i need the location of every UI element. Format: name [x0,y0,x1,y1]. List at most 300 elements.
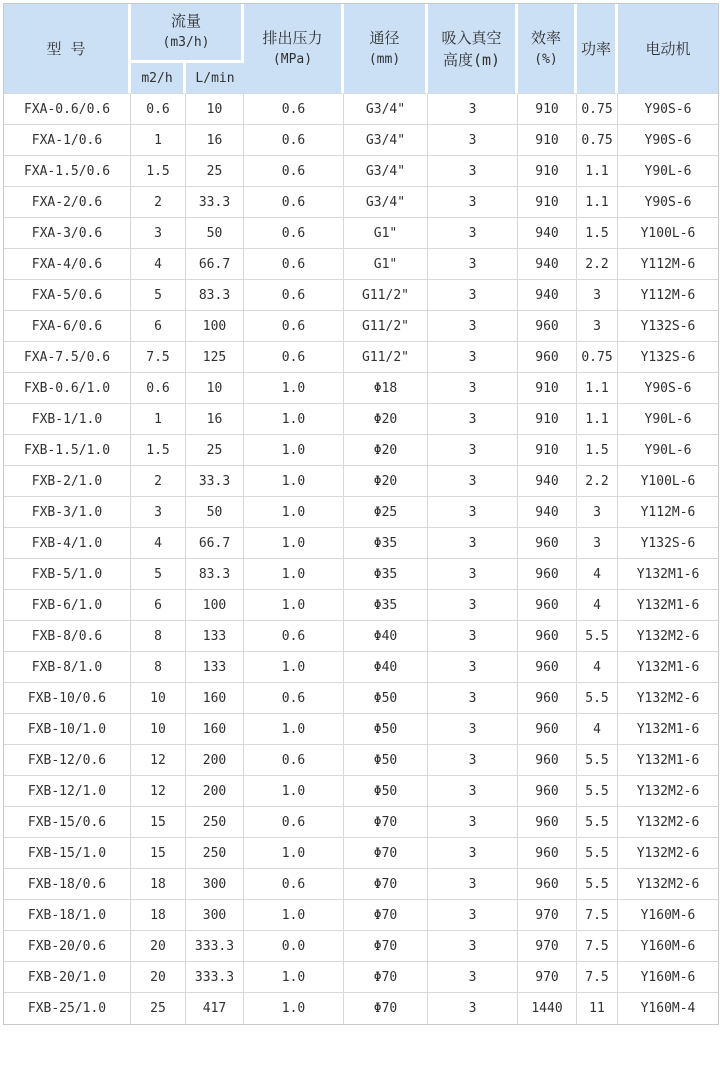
cell-power: 7.5 [577,931,618,962]
cell-power: 3 [577,280,618,311]
cell-flow-lmin: 66.7 [186,528,244,559]
cell-pressure: 0.0 [244,931,344,962]
cell-pressure: 1.0 [244,652,344,683]
cell-power: 4 [577,652,618,683]
cell-flow-lmin: 200 [186,776,244,807]
cell-model: FXB-10/0.6 [4,683,131,714]
cell-flow-lmin: 333.3 [186,931,244,962]
cell-suction: 3 [428,218,518,249]
pump-spec-table [3,3,719,1025]
table-row [4,94,718,125]
cell-flow-lmin: 250 [186,807,244,838]
cell-motor: Y132S-6 [618,311,718,342]
cell-diameter: Φ70 [344,931,428,962]
cell-flow-lmin: 417 [186,993,244,1024]
cell-motor: Y112M-6 [618,280,718,311]
header-model [4,4,131,94]
cell-power: 7.5 [577,962,618,993]
cell-flow-lmin: 100 [186,311,244,342]
cell-suction: 3 [428,745,518,776]
cell-efficiency: 960 [518,714,577,745]
cell-suction: 3 [428,311,518,342]
cell-suction: 3 [428,776,518,807]
cell-diameter: Φ70 [344,869,428,900]
cell-flow-m2h: 18 [131,869,186,900]
cell-pressure: 1.0 [244,404,344,435]
cell-flow-lmin: 100 [186,590,244,621]
header-pressure [244,4,344,94]
cell-pressure: 1.0 [244,466,344,497]
cell-efficiency: 960 [518,745,577,776]
cell-power: 5.5 [577,807,618,838]
cell-power: 2.2 [577,466,618,497]
cell-power: 0.75 [577,94,618,125]
header-diameter-line1: 通径 [369,28,400,47]
cell-flow-m2h: 2 [131,466,186,497]
cell-flow-m2h: 15 [131,807,186,838]
header-motor-label: 电动机 [645,39,691,58]
cell-model: FXA-7.5/0.6 [4,342,131,373]
table-row [4,528,718,559]
cell-flow-m2h: 20 [131,931,186,962]
header-model-label: 型 号 [46,39,86,58]
cell-flow-lmin: 10 [186,373,244,404]
cell-pressure: 1.0 [244,776,344,807]
cell-motor: Y132S-6 [618,528,718,559]
cell-power: 4 [577,714,618,745]
table-row [4,497,718,528]
cell-model: FXB-15/1.0 [4,838,131,869]
cell-power: 11 [577,993,618,1024]
cell-pressure: 0.6 [244,187,344,218]
cell-model: FXA-3/0.6 [4,218,131,249]
cell-model: FXA-5/0.6 [4,280,131,311]
cell-efficiency: 960 [518,869,577,900]
cell-model: FXB-2/1.0 [4,466,131,497]
cell-model: FXB-20/0.6 [4,931,131,962]
cell-pressure: 0.6 [244,869,344,900]
header-flow-line2: (m3/h) [162,35,210,50]
table-row [4,807,718,838]
header-power [577,4,618,94]
cell-diameter: Φ50 [344,683,428,714]
table-row [4,125,718,156]
cell-pressure: 0.6 [244,745,344,776]
cell-pressure: 0.6 [244,807,344,838]
cell-diameter: Φ70 [344,993,428,1024]
cell-flow-lmin: 16 [186,404,244,435]
cell-model: FXB-8/1.0 [4,652,131,683]
cell-power: 5.5 [577,869,618,900]
cell-suction: 3 [428,156,518,187]
cell-efficiency: 960 [518,590,577,621]
cell-efficiency: 960 [518,621,577,652]
cell-flow-m2h: 4 [131,249,186,280]
cell-model: FXB-0.6/1.0 [4,373,131,404]
cell-model: FXB-15/0.6 [4,807,131,838]
cell-flow-m2h: 5 [131,559,186,590]
cell-efficiency: 910 [518,404,577,435]
cell-power: 3 [577,528,618,559]
cell-power: 5.5 [577,621,618,652]
table-row [4,993,718,1024]
cell-flow-m2h: 0.6 [131,373,186,404]
cell-pressure: 0.6 [244,311,344,342]
cell-flow-lmin: 10 [186,94,244,125]
table-row [4,187,718,218]
cell-diameter: Φ70 [344,962,428,993]
cell-diameter: Φ20 [344,435,428,466]
cell-efficiency: 960 [518,807,577,838]
cell-model: FXA-1.5/0.6 [4,156,131,187]
cell-suction: 3 [428,931,518,962]
cell-model: FXB-6/1.0 [4,590,131,621]
table-row [4,652,718,683]
cell-diameter: Φ35 [344,590,428,621]
cell-efficiency: 960 [518,776,577,807]
cell-motor: Y132M2-6 [618,838,718,869]
cell-suction: 3 [428,838,518,869]
cell-flow-lmin: 33.3 [186,187,244,218]
cell-flow-m2h: 2 [131,187,186,218]
cell-flow-m2h: 10 [131,683,186,714]
header-suction-line1: 吸入真空 [441,28,502,47]
cell-motor: Y132M2-6 [618,683,718,714]
cell-power: 4 [577,590,618,621]
table-row [4,683,718,714]
cell-pressure: 0.6 [244,125,344,156]
cell-motor: Y90L-6 [618,156,718,187]
cell-motor: Y90S-6 [618,125,718,156]
cell-flow-lmin: 16 [186,125,244,156]
header-flow [131,4,244,63]
header-flow-line1: 流量 [170,12,201,30]
cell-flow-lmin: 66.7 [186,249,244,280]
cell-efficiency: 960 [518,838,577,869]
table-header [4,4,718,94]
cell-diameter: Φ20 [344,404,428,435]
cell-motor: Y90S-6 [618,94,718,125]
cell-flow-m2h: 6 [131,311,186,342]
cell-model: FXA-6/0.6 [4,311,131,342]
cell-pressure: 1.0 [244,714,344,745]
cell-model: FXA-1/0.6 [4,125,131,156]
cell-power: 1.5 [577,218,618,249]
cell-pressure: 1.0 [244,559,344,590]
cell-power: 7.5 [577,900,618,931]
cell-diameter: G1" [344,218,428,249]
cell-suction: 3 [428,342,518,373]
cell-efficiency: 940 [518,249,577,280]
cell-pressure: 1.0 [244,528,344,559]
cell-diameter: Φ40 [344,652,428,683]
cell-efficiency: 910 [518,373,577,404]
cell-flow-lmin: 200 [186,745,244,776]
table-row [4,466,718,497]
cell-flow-lmin: 50 [186,218,244,249]
table-row [4,404,718,435]
cell-diameter: G1" [344,249,428,280]
cell-motor: Y132M1-6 [618,714,718,745]
cell-flow-m2h: 5 [131,280,186,311]
cell-flow-lmin: 83.3 [186,559,244,590]
cell-model: FXA-2/0.6 [4,187,131,218]
cell-pressure: 0.6 [244,249,344,280]
header-diameter-line2: (mm) [368,51,401,67]
cell-model: FXB-1.5/1.0 [4,435,131,466]
table-row [4,373,718,404]
cell-flow-m2h: 20 [131,962,186,993]
cell-motor: Y90L-6 [618,435,718,466]
cell-pressure: 0.6 [244,94,344,125]
cell-power: 4 [577,559,618,590]
cell-flow-m2h: 4 [131,528,186,559]
cell-motor: Y132M2-6 [618,869,718,900]
cell-efficiency: 1440 [518,993,577,1024]
cell-efficiency: 970 [518,931,577,962]
table-row [4,342,718,373]
table-row [4,900,718,931]
table-row [4,559,718,590]
header-pressure-line1: 排出压力 [262,28,323,47]
cell-suction: 3 [428,280,518,311]
cell-motor: Y160M-6 [618,962,718,993]
cell-flow-lmin: 33.3 [186,466,244,497]
cell-diameter: Φ35 [344,528,428,559]
cell-diameter: G3/4" [344,125,428,156]
cell-power: 2.2 [577,249,618,280]
cell-pressure: 1.0 [244,993,344,1024]
header-efficiency-line2: (%) [534,51,558,67]
cell-flow-m2h: 18 [131,900,186,931]
cell-power: 0.75 [577,342,618,373]
cell-motor: Y132M2-6 [618,776,718,807]
table-row [4,311,718,342]
cell-diameter: G3/4" [344,156,428,187]
cell-diameter: Φ50 [344,776,428,807]
header-pressure-line2: (MPa) [272,51,313,67]
table-row [4,435,718,466]
cell-diameter: G11/2" [344,342,428,373]
cell-efficiency: 940 [518,497,577,528]
cell-suction: 3 [428,900,518,931]
cell-diameter: Φ50 [344,714,428,745]
table-row [4,156,718,187]
cell-diameter: Φ50 [344,745,428,776]
cell-motor: Y132M1-6 [618,745,718,776]
cell-motor: Y160M-4 [618,993,718,1024]
table-row [4,745,718,776]
cell-flow-m2h: 8 [131,621,186,652]
cell-flow-m2h: 1.5 [131,435,186,466]
cell-flow-m2h: 12 [131,745,186,776]
cell-model: FXB-10/1.0 [4,714,131,745]
cell-diameter: Φ18 [344,373,428,404]
cell-diameter: G11/2" [344,280,428,311]
cell-efficiency: 910 [518,125,577,156]
cell-diameter: G11/2" [344,311,428,342]
cell-pressure: 0.6 [244,218,344,249]
cell-power: 1.5 [577,435,618,466]
cell-motor: Y132M2-6 [618,807,718,838]
header-power-label: 功率 [580,39,611,58]
cell-motor: Y112M-6 [618,497,718,528]
cell-model: FXB-12/0.6 [4,745,131,776]
cell-motor: Y132M1-6 [618,652,718,683]
table-row [4,590,718,621]
cell-power: 1.1 [577,156,618,187]
cell-suction: 3 [428,559,518,590]
cell-efficiency: 960 [518,528,577,559]
cell-suction: 3 [428,249,518,280]
cell-pressure: 1.0 [244,497,344,528]
cell-model: FXB-4/1.0 [4,528,131,559]
cell-flow-m2h: 3 [131,497,186,528]
cell-model: FXB-18/1.0 [4,900,131,931]
cell-flow-m2h: 1.5 [131,156,186,187]
cell-pressure: 1.0 [244,435,344,466]
cell-power: 5.5 [577,683,618,714]
cell-diameter: Φ70 [344,838,428,869]
cell-efficiency: 960 [518,683,577,714]
cell-power: 5.5 [577,745,618,776]
cell-model: FXA-4/0.6 [4,249,131,280]
cell-diameter: G3/4" [344,94,428,125]
cell-flow-m2h: 15 [131,838,186,869]
cell-pressure: 0.6 [244,683,344,714]
cell-suction: 3 [428,435,518,466]
cell-suction: 3 [428,652,518,683]
cell-motor: Y112M-6 [618,249,718,280]
cell-power: 5.5 [577,838,618,869]
table-row [4,249,718,280]
cell-flow-m2h: 1 [131,125,186,156]
cell-flow-m2h: 8 [131,652,186,683]
cell-model: FXB-20/1.0 [4,962,131,993]
cell-flow-m2h: 0.6 [131,94,186,125]
cell-suction: 3 [428,993,518,1024]
table-row [4,962,718,993]
header-flow-sub-m2h: m2/h [131,63,186,94]
cell-pressure: 1.0 [244,900,344,931]
cell-flow-lmin: 25 [186,435,244,466]
cell-efficiency: 960 [518,652,577,683]
cell-power: 0.75 [577,125,618,156]
cell-flow-lmin: 133 [186,621,244,652]
cell-efficiency: 970 [518,962,577,993]
cell-power: 3 [577,497,618,528]
cell-flow-m2h: 12 [131,776,186,807]
cell-diameter: Φ25 [344,497,428,528]
cell-suction: 3 [428,373,518,404]
table-row [4,838,718,869]
cell-flow-lmin: 125 [186,342,244,373]
cell-diameter: Φ40 [344,621,428,652]
cell-pressure: 1.0 [244,962,344,993]
header-efficiency [518,4,577,94]
header-motor [618,4,718,94]
cell-flow-lmin: 160 [186,714,244,745]
cell-pressure: 0.6 [244,342,344,373]
cell-suction: 3 [428,497,518,528]
header-diameter [344,4,428,94]
cell-diameter: Φ70 [344,900,428,931]
table-row [4,621,718,652]
cell-suction: 3 [428,621,518,652]
cell-model: FXB-18/0.6 [4,869,131,900]
cell-power: 1.1 [577,404,618,435]
table-row [4,218,718,249]
cell-motor: Y160M-6 [618,900,718,931]
cell-flow-m2h: 7.5 [131,342,186,373]
cell-flow-lmin: 133 [186,652,244,683]
cell-suction: 3 [428,187,518,218]
header-suction [428,4,518,94]
cell-power: 1.1 [577,373,618,404]
cell-efficiency: 960 [518,342,577,373]
cell-suction: 3 [428,404,518,435]
header-flow-sub-lmin: L/min [186,63,244,94]
cell-flow-m2h: 1 [131,404,186,435]
cell-model: FXB-5/1.0 [4,559,131,590]
cell-pressure: 1.0 [244,838,344,869]
cell-pressure: 1.0 [244,590,344,621]
cell-suction: 3 [428,869,518,900]
cell-flow-m2h: 6 [131,590,186,621]
table-row [4,931,718,962]
cell-suction: 3 [428,466,518,497]
cell-model: FXB-12/1.0 [4,776,131,807]
cell-suction: 3 [428,94,518,125]
cell-efficiency: 970 [518,900,577,931]
cell-efficiency: 960 [518,311,577,342]
cell-flow-lmin: 250 [186,838,244,869]
cell-suction: 3 [428,590,518,621]
cell-model: FXB-1/1.0 [4,404,131,435]
cell-efficiency: 940 [518,218,577,249]
cell-model: FXB-25/1.0 [4,993,131,1024]
cell-flow-lmin: 50 [186,497,244,528]
cell-motor: Y90L-6 [618,404,718,435]
cell-flow-lmin: 25 [186,156,244,187]
cell-model: FXA-0.6/0.6 [4,94,131,125]
cell-pressure: 1.0 [244,373,344,404]
cell-pressure: 0.6 [244,156,344,187]
cell-suction: 3 [428,528,518,559]
cell-model: FXB-8/0.6 [4,621,131,652]
cell-flow-m2h: 10 [131,714,186,745]
cell-flow-lmin: 333.3 [186,962,244,993]
table-body [4,94,718,1024]
cell-suction: 3 [428,962,518,993]
cell-motor: Y132S-6 [618,342,718,373]
cell-motor: Y132M1-6 [618,590,718,621]
cell-diameter: Φ35 [344,559,428,590]
cell-flow-m2h: 3 [131,218,186,249]
cell-efficiency: 910 [518,187,577,218]
cell-motor: Y160M-6 [618,931,718,962]
cell-power: 1.1 [577,187,618,218]
cell-flow-m2h: 25 [131,993,186,1024]
table-row [4,280,718,311]
cell-power: 3 [577,311,618,342]
cell-flow-lmin: 160 [186,683,244,714]
cell-suction: 3 [428,807,518,838]
cell-motor: Y90S-6 [618,187,718,218]
cell-suction: 3 [428,683,518,714]
cell-efficiency: 910 [518,94,577,125]
cell-efficiency: 910 [518,156,577,187]
